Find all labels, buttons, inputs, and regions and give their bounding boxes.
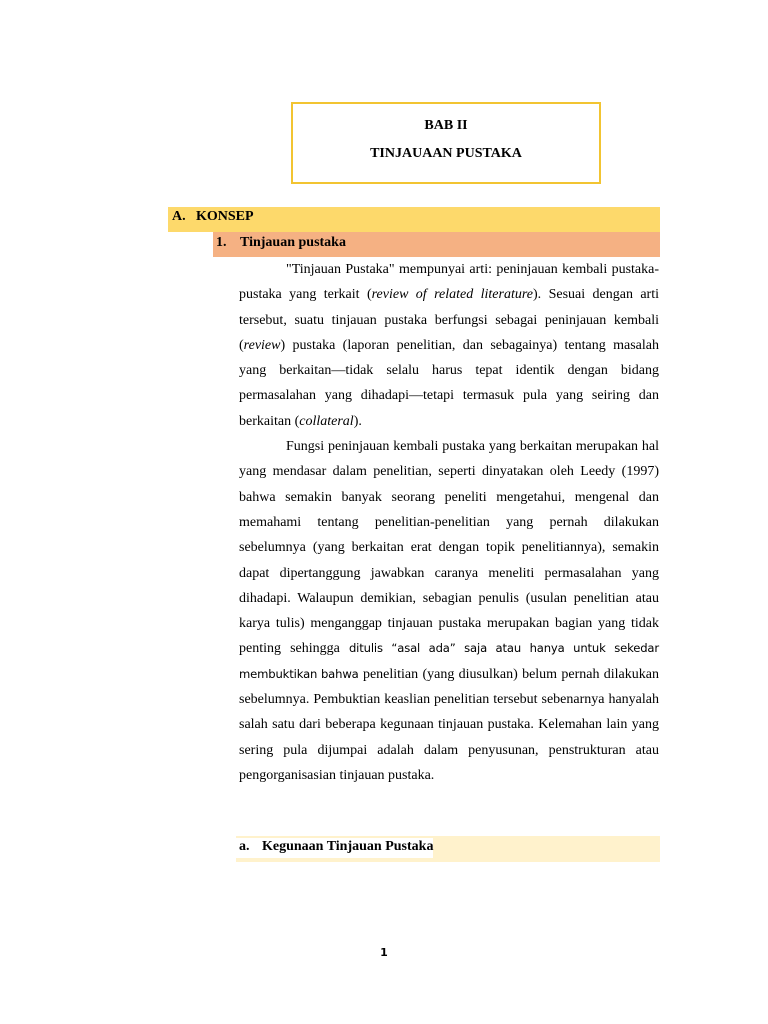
- paragraph-2-text-1: Fungsi peninjauan kembali pustaka yang berkaitan merupakan hal yang mendasar dalam penelitian, seperti dinyatakan oleh Leedy (1997) bahwa semakin banyak seorang peneliti mengetahui, mengenal dan memahami tentang penelitian-penelitian yang pernah dilakukan sebelumnya (yang berkaitan erat dengan topik penelitiannya), semakin dapat dipertanggung jawabkan caranya meneliti permasalahan yang dihadapi. Walaupun demikian, sebagian penulis (usulan penelitian atau karya tulis) menganggap tinjauan pustaka merupakan bagian yang tidak penting sehingga: [239, 439, 659, 657]
- chapter-title-box: [291, 102, 601, 184]
- paragraph-2-sans-line: ditulis “asal ada” saja atau hanya untuk sekedar membuktikan bahwa: [239, 641, 659, 681]
- item-heading-kegunaan: [236, 836, 660, 862]
- paragraph-1-italic-2: review: [243, 337, 281, 353]
- paragraph-2-text-3: penelitian (yang diusulkan) belum pernah dilakukan sebelumnya. Pembuktian keaslian penelitian tersebut sebenarnya hanyalah salah satu dari beberapa kegunaan tinjauan pustaka. Kelemahan lain yang sering pula dijumpai adalah dalam penyusunan, penstrukturan atau pengorganisasian tinjauan pustaka.: [239, 666, 659, 783]
- paragraph-1-text-1: "Tinjauan Pustaka" mempunyai arti: peninjauan kembali pustaka-pustaka yang terkait (: [239, 262, 659, 303]
- paragraph-1-text-4: ).: [353, 413, 362, 429]
- subsection-heading-tinjauan-pustaka: [213, 232, 660, 257]
- paragraph-1-italic-3: collateral: [299, 413, 354, 429]
- section-title: KONSEP: [196, 209, 254, 224]
- section-marker: A.: [172, 209, 186, 224]
- section-heading-konsep: [168, 207, 660, 232]
- item-marker: a.: [239, 839, 250, 854]
- paragraph-1-text-2: ). Sesuai dengan arti tersebut, suatu tinjauan pustaka berfungsi sebagai peninjauan kembali (: [239, 287, 660, 353]
- paragraph-2: [239, 434, 659, 788]
- item-title: Kegunaan Tinjauan Pustaka: [262, 839, 434, 854]
- body-text: [239, 257, 659, 788]
- paragraph-1-italic-1: review of related literature: [371, 287, 533, 303]
- chapter-label: BAB II: [424, 118, 468, 133]
- chapter-title: TINJAUAAN PUSTAKA: [370, 146, 522, 161]
- item-heading-label: [236, 838, 433, 858]
- paragraph-1: [239, 257, 659, 434]
- subsection-title: Tinjauan pustaka: [240, 235, 346, 250]
- subsection-marker: 1.: [216, 235, 227, 250]
- page-number: 1: [380, 946, 388, 959]
- paragraph-1-text-3: ) pustaka (laporan penelitian, dan sebagainya) tentang masalah yang berkaitan—tidak selalu harus tepat identik dengan bidang permasalahan yang dihadapi—tetapi termasuk pula yang seiring dan berkaitan (: [239, 337, 659, 429]
